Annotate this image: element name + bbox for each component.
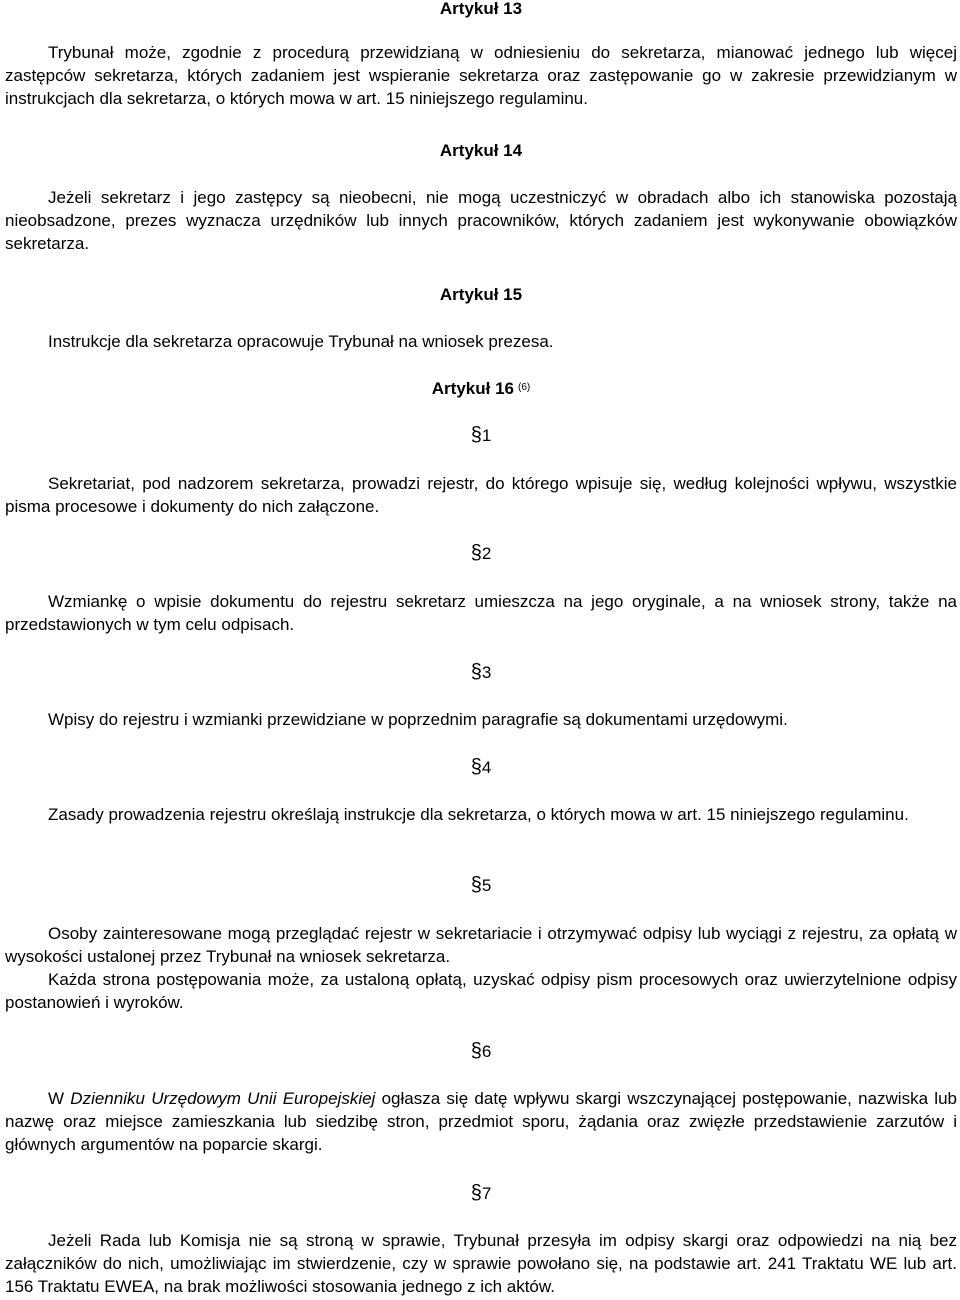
- section-symbol: §: [470, 756, 482, 778]
- section-symbol: §: [470, 1182, 482, 1204]
- section-6-text-post: ogłasza się datę wpływu skargi wszczynającej postępowanie, nazwiska lub nazwę oraz miejsce zamieszkania lub siedzibę stron, przedmiot sporu, żądania oraz zwięzłe przedstawienie zarzutów i głównych argumentów na poparcie skargi.: [5, 1089, 957, 1154]
- section-symbol: §: [470, 661, 482, 683]
- article-13-paragraph: Trybunał może, zgodnie z procedurą przewidzianą w odniesieniu do sekretarza, mianować jednego lub więcej zastępców sekretarza, których zadaniem jest wspieranie sekretarza oraz zastępowanie go w zakresie przewidzianym w instrukcjach dla sekretarza, o których mowa w art. 15 niniejszego regulaminu.: [5, 43, 957, 108]
- section-2-text: Wzmiankę o wpisie dokumentu do rejestru sekretarz umieszcza na jego oryginale, a na wniosek strony, także na przedstawionych w tym celu odpisach.: [5, 592, 957, 634]
- section-1-text: Sekretariat, pod nadzorem sekretarza, prowadzi rejestr, do którego wpisuje się, według kolejności wpływu, wszystkie pisma procesowe i dokumenty do nich załączone.: [5, 474, 957, 516]
- section-5-text: Osoby zainteresowane mogą przeglądać rejestr w sekretariacie i otrzymywać odpisy lub wyciągi z rejestru, za opłatą w wysokości ustalonej przez Trybunał na wniosek sekretarza.: [5, 924, 957, 966]
- section-3-text: Wpisy do rejestru i wzmianki przewidziane w poprzednim paragrafie są dokumentami urzędowymi.: [48, 710, 788, 729]
- article-16-title: [5, 377, 957, 403]
- section-3-number: [5, 661, 957, 684]
- section-number: 3: [481, 663, 492, 682]
- article-13-title: Artykuł 13: [439, 0, 523, 18]
- section-symbol: §: [470, 874, 482, 896]
- section-2-number: [5, 542, 957, 565]
- section-symbol: §: [470, 1040, 482, 1062]
- section-4-text: Zasady prowadzenia rejestru określają instrukcje dla sekretarza, o których mowa w art. 15 niniejszego regulaminu.: [48, 805, 909, 824]
- article-15-paragraph: Instrukcje dla sekretarza opracowuje Trybunał na wniosek prezesa.: [48, 332, 554, 351]
- section-symbol: §: [470, 424, 482, 446]
- article-16-title-text: Artykuł 16: [431, 379, 514, 398]
- section-1-number: [5, 424, 957, 447]
- journal-name: Dzienniku Urzędowym Unii Europejskiej: [70, 1089, 376, 1108]
- section-4-number: [5, 756, 957, 779]
- section-5-text-2: Każda strona postępowania może, za ustaloną opłatą, uzyskać odpisy pism procesowych oraz uwierzytelnione odpisy postanowień i wyroków.: [5, 970, 957, 1012]
- section-number: 7: [481, 1184, 492, 1203]
- section-6-number: [5, 1040, 957, 1063]
- section-number: 4: [481, 758, 492, 777]
- article-14-title: Artykuł 14: [439, 141, 523, 160]
- section-number: 2: [481, 544, 492, 563]
- section-number: 5: [481, 876, 492, 895]
- article-15-title: Artykuł 15: [439, 285, 523, 304]
- section-6-text: [5, 1087, 957, 1156]
- section-7-number: [5, 1182, 957, 1205]
- section-number: 6: [481, 1042, 492, 1061]
- section-7-text: Jeżeli Rada lub Komisja nie są stroną w sprawie, Trybunał przesyła im odpisy skargi oraz odpowiedzi na nią bez załączników do nich, umożliwiając im stwierdzenie, czy w sprawie powołano się, na podstawie art. 241 Traktatu WE lub art. 156 Traktatu EWEA, na brak możliwości stosowania jednego z ich aktów.: [5, 1231, 957, 1296]
- article-14-paragraph: Jeżeli sekretarz i jego zastępcy są nieobecni, nie mogą uczestniczyć w obradach albo ich stanowiska pozostają nieobsadzone, prezes wyznacza urzędników lub innych pracowników, których zadaniem jest wykonywanie obowiązków sekretarza.: [5, 188, 957, 253]
- section-6-text-pre: W: [48, 1089, 71, 1108]
- footnote-marker: (6): [517, 382, 531, 393]
- section-5-number: [5, 874, 957, 897]
- section-symbol: §: [470, 542, 482, 564]
- section-number: 1: [481, 426, 492, 445]
